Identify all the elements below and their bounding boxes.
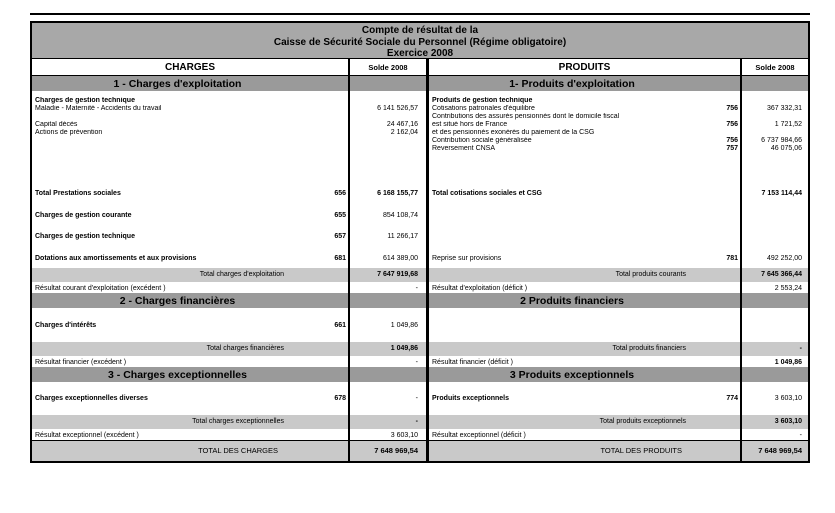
table-row [32,129,808,137]
charges-label [32,137,320,145]
produits-value [740,308,808,321]
produits-value [740,97,808,105]
charges-value: 1 049,86 [348,342,426,356]
charges-account [320,137,348,145]
total-produits-value: 7 648 969,54 [740,441,808,461]
charges-value: 854 108,74 [348,211,426,220]
produits-label [429,153,712,189]
charges-label: Charges de gestion technique [35,233,135,240]
produits-value [740,129,808,137]
produits-account [712,97,740,105]
charges-value [348,293,426,308]
charges-label: Total charges exceptionnelles [32,415,320,429]
produits-value: 1 049,86 [740,356,808,367]
produits-value [740,382,808,394]
produits-value: 6 737 984,66 [740,137,808,145]
produits-account [712,282,740,293]
produits-label: Résultat exceptionnel (déficit ) [432,432,526,439]
produits-value: 7 645 366,44 [740,268,808,282]
charges-value: - [348,282,426,293]
table-row [32,105,808,113]
section-charges-exceptionnelles: 3 - Charges exceptionnelles [32,367,320,382]
produits-label [429,321,712,330]
produits-label: Reprise sur provisions [432,255,502,262]
charges-value [348,97,426,105]
charges-value: 1 049,86 [348,321,426,330]
charges-value: - [348,394,426,403]
charges-account [320,268,348,282]
produits-value [740,198,808,211]
spacer-row [32,308,808,321]
table-row [32,254,808,263]
subtotal-row-exploitation [32,268,808,282]
produits-label: Résultat financier (déficit ) [432,359,513,366]
produits-value [740,293,808,308]
charges-value [348,137,426,145]
charges-value [348,145,426,153]
section-header-exceptionnel [32,367,808,382]
produits-account: 756 [726,121,738,128]
produits-label [429,382,712,394]
column-header-produits: PRODUITS [558,61,611,73]
charges-account: 678 [334,395,346,402]
produits-label [429,241,712,254]
page-top-rule [30,13,810,15]
charges-account [320,97,348,105]
produits-value: - [740,342,808,356]
charges-account [320,403,348,415]
produits-account [712,321,740,330]
charges-label: Total charges d'exploitation [32,268,320,282]
spacer-row [32,330,808,342]
charges-label [32,153,320,189]
charges-value [348,198,426,211]
table-row [32,121,808,129]
produits-value [740,321,808,330]
produits-account [712,268,740,282]
produits-account [712,189,740,198]
produits-value [740,113,808,121]
charges-label: Résultat financier (excédent ) [35,359,127,366]
charges-account [320,105,348,113]
produits-account [712,232,740,241]
charges-account: 661 [334,322,346,329]
charges-account [320,356,348,367]
spacer-row [32,382,808,394]
charges-account [320,198,348,211]
total-charges-value: 7 648 969,54 [348,441,426,461]
charges-value [348,382,426,394]
table-row [32,232,808,241]
produits-value [740,211,808,220]
produits-value: 3 603,10 [740,415,808,429]
charges-account [320,121,348,129]
produits-value: 46 075,06 [740,145,808,153]
subtotal-row-exceptionnel [32,415,808,429]
charges-value: 6 168 155,77 [348,189,426,198]
charges-account: 681 [334,255,346,262]
section-header-financier [32,293,808,308]
charges-value [348,241,426,254]
charges-value: 2 162,04 [348,129,426,137]
produits-label: Produits de gestion technique [432,97,533,104]
produits-account [712,293,740,308]
spacer-row [32,153,808,189]
produits-label [429,220,712,232]
charges-value: 7 647 919,68 [348,268,426,282]
section-produits-financiers: 2 Produits financiers [429,293,712,308]
charges-value: 614 389,00 [348,254,426,263]
produits-value [740,403,808,415]
produits-value [740,153,808,189]
charges-account [320,342,348,356]
charges-value [348,153,426,189]
result-row-exceptionnel [32,429,808,440]
charges-account: 656 [334,190,346,197]
produits-value: 367 332,31 [740,105,808,113]
charges-account [320,367,348,382]
table-row-total-prestations [32,189,808,198]
produits-account [712,113,740,121]
section-charges-financieres: 2 - Charges financières [32,293,320,308]
produits-value [740,367,808,382]
charges-value [348,220,426,232]
produits-label: Total cotisations sociales et CSG [432,190,542,197]
produits-account: 756 [726,105,738,112]
spacer-row [32,198,808,211]
grand-total-row [32,440,808,461]
produits-label: Total produits courants [429,268,712,282]
spacer-row [32,241,808,254]
produits-label [429,330,712,342]
produits-value: 3 603,10 [740,394,808,403]
produits-label [429,198,712,211]
table-row [32,113,808,121]
produits-label: Contributions des assurés pensionnés dont le domicile fiscal [432,113,620,120]
charges-label: Dotations aux amortissements et aux provisions [35,255,197,262]
produits-account [712,198,740,211]
charges-account [320,415,348,429]
report-title-line2: Caisse de Sécurité Sociale du Personnel (Régime obligatoire) [273,36,567,48]
charges-label: Capital décès [35,121,78,128]
charges-value [348,330,426,342]
charges-account [320,382,348,394]
table-row [32,211,808,220]
charges-label [32,330,320,342]
charges-value [348,403,426,415]
charges-value: 11 266,17 [348,232,426,241]
charges-label: Charges exceptionnelles diverses [35,395,148,402]
charges-value: - [348,356,426,367]
produits-value [740,232,808,241]
produits-value [740,76,808,91]
charges-account: 657 [334,233,346,240]
report-title-line1: Compte de résultat de la [361,25,479,36]
charges-value: 6 141 526,57 [348,105,426,113]
produits-label: Résultat d'exploitation (déficit ) [432,285,528,292]
charges-value: 3 603,10 [348,429,426,440]
section-charges-exploitation: 1 - Charges d'exploitation [32,76,320,91]
produits-account [712,220,740,232]
total-produits-label: TOTAL DES PRODUITS [429,441,712,461]
produits-value: 1 721,52 [740,121,808,129]
section-header-exploitation [32,76,808,91]
produits-value: - [740,429,808,440]
produits-label: Total produits financiers [429,342,712,356]
charges-account [320,145,348,153]
produits-header-half [426,59,808,75]
income-statement-table [30,21,810,463]
section-produits-exceptionnels: 3 Produits exceptionnels [429,367,712,382]
charges-label [32,198,320,211]
table-row [32,394,808,403]
result-row-exploitation [32,282,808,293]
subtotal-row-financier [32,342,808,356]
charges-account [320,241,348,254]
produits-account [712,356,740,367]
produits-account [712,342,740,356]
charges-label [32,403,320,415]
charges-label: Charges de gestion courante [35,212,132,219]
column-header-charges: CHARGES [164,61,215,73]
produits-account [712,153,740,189]
charges-label: Total charges financières [32,342,320,356]
charges-label [32,113,320,121]
charges-account [320,113,348,121]
table-row [32,97,808,105]
produits-account [712,330,740,342]
table-row [32,145,808,153]
produits-value: 7 153 114,44 [740,189,808,198]
produits-account [712,129,740,137]
produits-value: 2 553,24 [740,282,808,293]
produits-account [712,241,740,254]
produits-account [712,403,740,415]
charges-account [320,129,348,137]
produits-label: est situé hors de France [432,121,508,128]
produits-label [429,403,712,415]
table-row [32,321,808,330]
produits-account: 756 [726,137,738,144]
produits-label: Total produits exceptionnels [429,415,712,429]
charges-label [32,308,320,321]
charges-label [32,145,320,153]
produits-label: Contribution sociale généralisée [432,137,532,144]
charges-account [320,293,348,308]
charges-label: Maladie - Maternité - Accidents du travail [35,105,162,112]
produits-label [429,232,712,241]
charges-label [32,241,320,254]
produits-account: 774 [726,395,738,402]
produits-account [712,415,740,429]
table-row [32,137,808,145]
spacer-row [32,403,808,415]
column-header-solde-produits: Solde 2008 [740,59,808,75]
produits-value: 492 252,00 [740,254,808,263]
spacer-row [32,220,808,232]
produits-account: 757 [726,145,738,152]
produits-value [740,220,808,232]
produits-value [740,330,808,342]
charges-account [320,76,348,91]
produits-account [712,76,740,91]
charges-account [320,441,348,461]
produits-account [712,211,740,220]
charges-value [348,76,426,91]
result-row-financier [32,356,808,367]
charges-label: Charges de gestion technique [35,97,135,104]
charges-label: Charges d'intérêts [35,322,97,329]
charges-label: Total Prestations sociales [35,190,121,197]
produits-account [712,382,740,394]
charges-value: - [348,415,426,429]
produits-account [712,429,740,440]
produits-account [712,308,740,321]
charges-value [348,367,426,382]
report-title [32,23,808,59]
produits-label: Produits exceptionnels [432,395,510,402]
produits-account [712,367,740,382]
charges-label: Actions de prévention [35,129,103,136]
charges-header-half [32,59,426,75]
charges-label: Résultat exceptionnel (excédent ) [35,432,139,439]
charges-account [320,308,348,321]
produits-account: 781 [726,255,738,262]
produits-label [429,211,712,220]
produits-value [740,241,808,254]
charges-account [320,220,348,232]
produits-label: Cotisations patronales d'équilibre [432,105,535,112]
charges-label [32,220,320,232]
charges-account: 655 [334,212,346,219]
total-charges-label: TOTAL DES CHARGES [32,441,320,461]
produits-label: et des pensionnés exonérés du paiement de la CSG [432,129,595,136]
charges-value [348,308,426,321]
produits-label: Reversement CNSA [432,145,496,152]
column-header-row [32,59,808,76]
charges-label [32,382,320,394]
column-header-solde-charges: Solde 2008 [348,59,426,75]
charges-value [348,113,426,121]
charges-account [320,429,348,440]
section-produits-exploitation: 1- Produits d'exploitation [429,76,712,91]
charges-account [320,282,348,293]
charges-account [320,330,348,342]
report-title-line3: Exercice 2008 [386,48,454,59]
charges-value: 24 467,16 [348,121,426,129]
produits-label [429,308,712,321]
charges-account [320,153,348,189]
charges-label: Résultat courant d'exploitation (excédent ) [35,285,166,292]
produits-account [712,441,740,461]
